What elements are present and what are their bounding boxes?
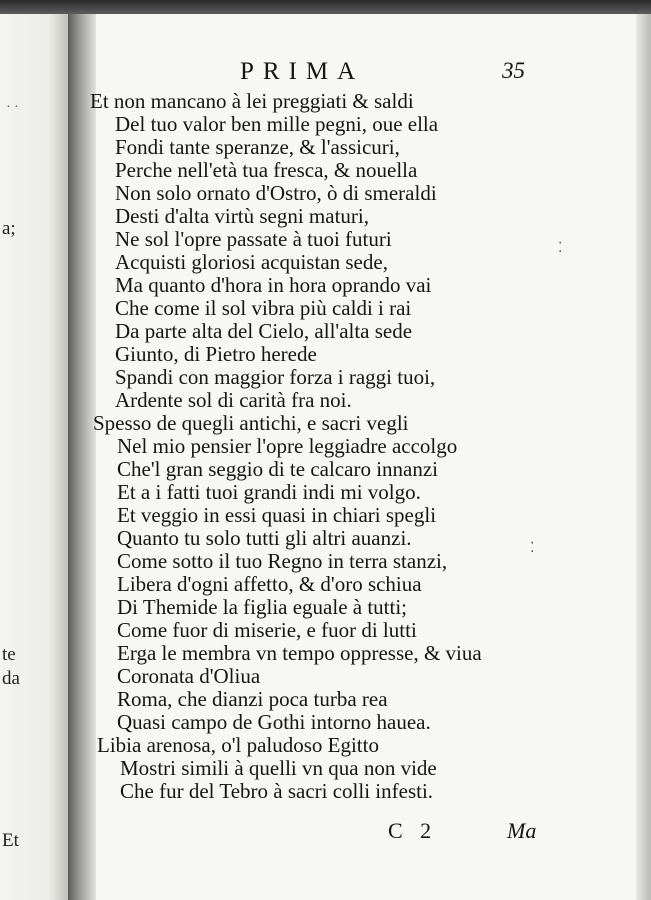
verse-line: Fondi tante speranze, & l'assicuri, xyxy=(115,135,400,159)
verse-line: Libera d'ogni affetto, & d'oro schiua xyxy=(117,572,422,596)
show-through-smudge: ⁚ xyxy=(530,541,535,556)
verse-line: Acquisti gloriosi acquistan sede, xyxy=(115,250,388,274)
page-number: 35 xyxy=(502,58,525,83)
verse-line: Del tuo valor ben mille pegni, oue ella xyxy=(115,112,439,136)
verse-line: Nel mio pensier l'opre leggiadre accolgo xyxy=(117,434,458,458)
verse-line: Di Themide la figlia eguale à tutti; xyxy=(117,595,408,619)
verse-line: Che come il sol vibra più caldi i rai xyxy=(115,296,412,320)
verse-line: Quasi campo de Gothi intorno hauea. xyxy=(117,710,431,734)
show-through-smudge: ⁚ xyxy=(558,241,563,256)
page-edge xyxy=(636,14,651,900)
left-page-edge xyxy=(0,14,70,900)
verse-line: Roma, che dianzi poca turba rea xyxy=(117,687,388,711)
verse-line: Quanto tu solo tutti gli altri auanzi. xyxy=(117,526,412,550)
left-page-fragment: Et xyxy=(2,830,19,851)
verse-line: Spesso de quegli antichi, e sacri vegli xyxy=(93,411,409,435)
verse-line: Erga le membra vn tempo oppresse, & viua xyxy=(117,641,482,665)
verse-line: Non solo ornato d'Ostro, ò di smeraldi xyxy=(115,181,437,205)
verse-line: Da parte alta del Cielo, all'alta sede xyxy=(115,319,413,343)
verse-line: Perche nell'età tua fresca, & nouella xyxy=(115,158,418,182)
verse-line: Et a i fatti tuoi grandi indi mi volgo. xyxy=(117,480,421,504)
left-page-fragment: te xyxy=(2,644,16,665)
running-head: PRIMA xyxy=(240,58,365,85)
verse-line: Mostri simili à quelli vn qua non vide xyxy=(120,756,437,780)
verse-line: Giunto, di Pietro herede xyxy=(115,342,317,366)
verse-line: Ardente sol di carità fra noi. xyxy=(115,388,352,412)
left-page-fragment: da xyxy=(2,668,20,689)
verse-line: Et veggio in essi quasi in chiari spegli xyxy=(117,503,437,527)
verse-line: Ma quanto d'hora in hora oprando vai xyxy=(115,273,432,297)
verse-line: Coronata d'Oliua xyxy=(117,664,261,688)
verse-line: Et non mancano à lei preggiati & saldi xyxy=(90,89,414,113)
verse-line: Come sotto il tuo Regno in terra stanzi, xyxy=(117,549,448,573)
verse-line: Libia arenosa, o'l paludoso Egitto xyxy=(97,733,379,757)
verse-line: Come fuor di miserie, e fuor di lutti xyxy=(117,618,417,642)
page-footer xyxy=(0,818,651,848)
page-header xyxy=(0,58,651,88)
verse-line: Che fur del Tebro à sacri colli infesti. xyxy=(120,779,434,803)
left-page-fragment: a; xyxy=(2,218,16,239)
show-through-smudge: · · xyxy=(6,100,19,115)
verse-line: Che'l gran seggio di te calcaro innanzi xyxy=(117,457,438,481)
verse-line: Desti d'alta virtù segni maturi, xyxy=(115,204,369,228)
catchword: Ma xyxy=(507,818,537,843)
signature-mark: C 2 xyxy=(388,818,438,843)
verse-line: Spandi con maggior forza i raggi tuoi, xyxy=(115,365,436,389)
verse-line: Ne sol l'opre passate à tuoi futuri xyxy=(115,227,392,251)
